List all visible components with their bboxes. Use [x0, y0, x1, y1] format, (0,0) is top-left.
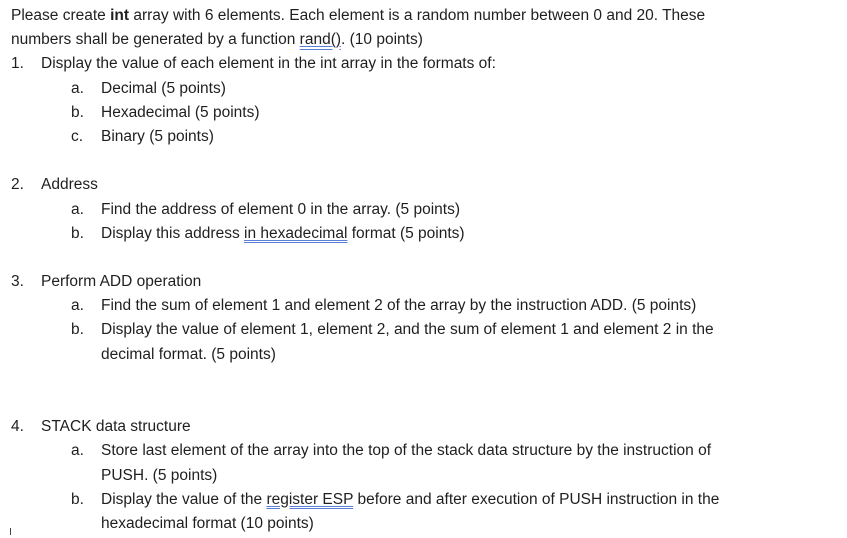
section-number: 2.: [11, 176, 24, 194]
section-title: Address: [41, 176, 98, 194]
list-item-continuation: PUSH. (5 points): [101, 466, 218, 484]
item-letter: b.: [71, 321, 84, 339]
spellcheck-in-hexadecimal: in hexadecimal: [244, 224, 348, 242]
section-number: 3.: [11, 273, 24, 291]
item-letter: a.: [71, 200, 84, 218]
intro-bold-int: int: [110, 7, 130, 24]
item-text: Decimal (5 points): [101, 79, 226, 97]
blank-line: [11, 149, 831, 173]
section-title: Perform ADD operation: [41, 273, 202, 291]
document-body: [11, 4, 831, 536]
section-2-heading: [11, 173, 831, 197]
blank-line: [11, 367, 831, 415]
item-letter: b.: [71, 490, 84, 508]
list-item: [11, 101, 831, 125]
list-item: [11, 125, 831, 149]
item-letter: b.: [71, 103, 84, 121]
section-number: 1.: [11, 55, 24, 73]
list-item: [11, 294, 831, 318]
item-letter: b.: [71, 224, 84, 242]
list-item: [11, 222, 831, 246]
intro-text: Please create: [11, 7, 111, 24]
blank-line: [11, 246, 831, 270]
item-text: Binary (5 points): [101, 127, 214, 145]
item-text: before and after execution of PUSH instruction in the: [353, 490, 720, 508]
list-item: [11, 198, 831, 222]
item-text: Display the value of the: [101, 490, 267, 508]
intro-line-1: [11, 4, 831, 28]
list-item: [11, 488, 831, 512]
intro-line-2: [11, 28, 831, 52]
section-1-heading: [11, 52, 831, 76]
spellcheck-register-esp: register ESP: [266, 490, 354, 508]
item-text: format (5 points): [347, 224, 465, 242]
intro-text: . (10 points): [341, 31, 423, 49]
section-3-heading: [11, 270, 831, 294]
list-item: [11, 318, 831, 342]
list-item-continuation: decimal format. (5 points): [101, 345, 276, 363]
item-text: Find the address of element 0 in the array. (5 points): [101, 200, 460, 218]
item-text: Hexadecimal (5 points): [101, 103, 260, 121]
list-item-continuation: hexadecimal format (10 points): [101, 514, 314, 532]
intro-text: numbers shall be generated by a function: [11, 31, 300, 49]
section-4-heading: [11, 415, 831, 439]
item-text: Display the value of element 1, element 2, and the sum of element 1 and element 2 in the: [101, 321, 714, 339]
item-letter: a.: [71, 297, 84, 315]
section-number: 4.: [11, 418, 24, 436]
item-text: Display this address: [101, 224, 245, 242]
section-title: Display the value of each element in the int array in the formats of:: [41, 55, 496, 73]
list-item: [11, 77, 831, 101]
item-letter: a.: [71, 79, 84, 97]
item-letter: a.: [71, 442, 84, 460]
text-cursor-mark: [10, 528, 11, 535]
spellcheck-rand: rand(): [299, 31, 342, 49]
list-item: [11, 439, 831, 463]
intro-text: array with 6 elements. Each element is a random number between 0 and 20. These: [129, 7, 706, 24]
section-title: STACK data structure: [41, 418, 191, 436]
item-letter: c.: [71, 127, 84, 145]
item-text: Find the sum of element 1 and element 2 of the array by the instruction ADD. (5 points): [101, 297, 697, 315]
item-text: Store last element of the array into the top of the stack data structure by the instruction of: [101, 442, 711, 460]
